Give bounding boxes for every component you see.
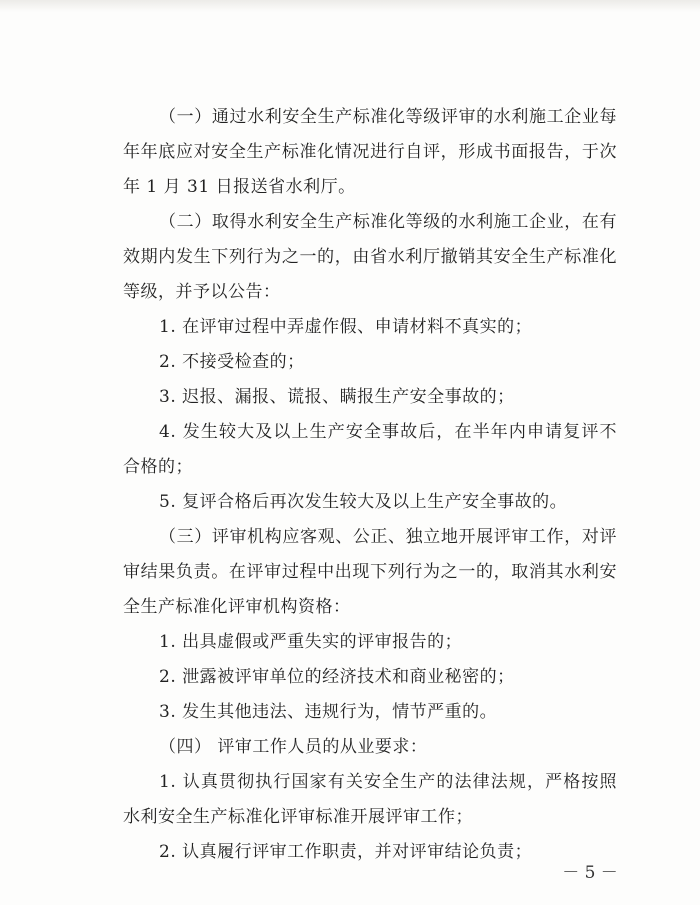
page-number: － 5 － bbox=[562, 863, 618, 883]
paragraph-section-4: （四） 评审工作人员的从业要求： bbox=[159, 737, 428, 757]
list-item: 5. 复评合格后再次发生较大及以上生产安全事故的。 bbox=[159, 492, 568, 512]
list-item: 1. 认真贯彻执行国家有关安全生产的法律法规，严格按照水利安全生产标准化评审标准开展评审工作； bbox=[123, 772, 617, 827]
list-item: 2. 泄露被评审单位的经济技术和商业秘密的； bbox=[159, 667, 515, 687]
paragraph-section-1: （一）通过水利安全生产标准化等级评审的水利施工企业每年年底应对安全生产标准化情况进行自评，形成书面报告，于次年 1 月 31 日报送省水利厅。 bbox=[123, 107, 617, 197]
list-item: 1. 在评审过程中弄虚作假、申请材料不真实的； bbox=[159, 317, 533, 337]
list-item: 4. 发生较大及以上生产安全事故后，在半年内申请复评不合格的； bbox=[123, 422, 617, 477]
list-item: 2. 认真履行评审工作职责，并对评审结论负责； bbox=[159, 842, 533, 862]
paragraph-section-3: （三）评审机构应客观、公正、独立地开展评审工作，对评审结果负责。在评审过程中出现下列行为之一的，取消其水利安全生产标准化评审机构资格： bbox=[123, 527, 617, 617]
list-item: 3. 发生其他违法、违规行为，情节严重的。 bbox=[159, 702, 498, 722]
paragraph-section-2: （二）取得水利安全生产标准化等级的水利施工企业，在有效期内发生下列行为之一的，由省水利厅撤销其安全生产标准化等级，并予以公告： bbox=[123, 212, 617, 302]
list-item: 1. 出具虚假或严重失实的评审报告的； bbox=[159, 632, 463, 652]
document-body bbox=[123, 100, 617, 870]
list-item: 2. 不接受检查的； bbox=[159, 352, 305, 372]
scan-edge bbox=[0, 0, 700, 12]
list-item: 3. 迟报、漏报、谎报、瞒报生产安全事故的； bbox=[159, 387, 515, 407]
